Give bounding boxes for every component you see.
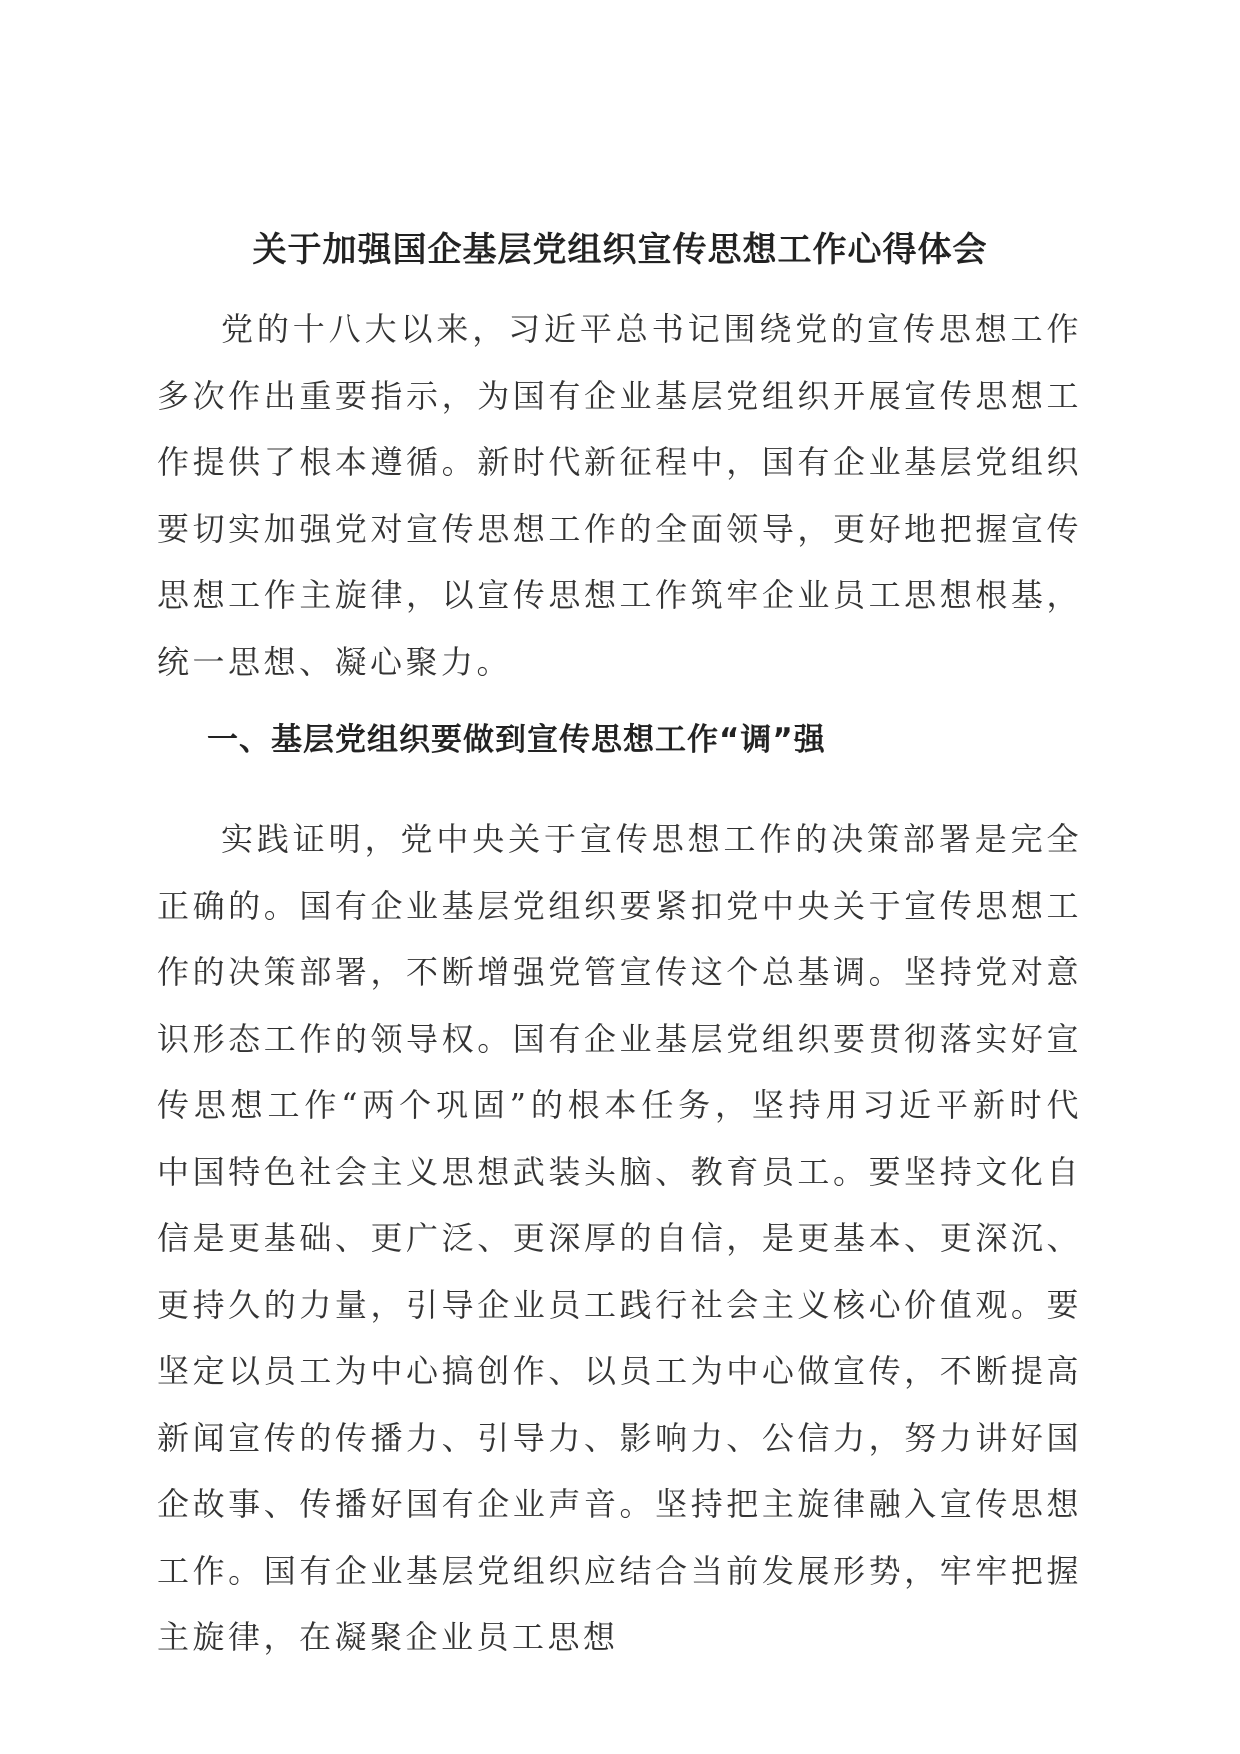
section-body-paragraph: 实践证明，党中央关于宣传思想工作的决策部署是完全正确的。国有企业基层党组织要紧扣党中央关于宣传思想工作的决策部署，不断增强党管宣传这个总基调。坚持党对意识形态工作的领导权。国有企业基层党组织要贯彻落实好宣传思想工作“两个巩固”的根本任务，坚持用习近平新时代中国特色社会主义思想武装头脑、教育员工。要坚持文化自信是更基础、更广泛、更深厚的自信，是更基本、更深沉、更持久的力量，引导企业员工践行社会主义核心价值观。要坚定以员工为中心搞创作、以员工为中心做宣传，不断提高新闻宣传的传播力、引导力、影响力、公信力，努力讲好国企故事、传播好国有企业声音。坚持把主旋律融入宣传思想工作。国有企业基层党组织应结合当前发展形势，牢牢把握主旋律，在凝聚企业员工思想 <box>157 820 1082 1656</box>
document-title: 关于加强国企基层党组织宣传思想工作心得体会 <box>252 230 988 270</box>
intro-paragraph: 党的十八大以来，习近平总书记围绕党的宣传思想工作多次作出重要指示，为国有企业基层党组织开展宣传思想工作提供了根本遵循。新时代新征程中，国有企业基层党组织要切实加强党对宣传思想工作的全面领导，更好地把握宣传思想工作主旋律，以宣传思想工作筑牢企业员工思想根基，统一思想、凝心聚力。 <box>157 310 1082 681</box>
section-heading: 一、基层党组织要做到宣传思想工作“调”强 <box>207 722 826 758</box>
